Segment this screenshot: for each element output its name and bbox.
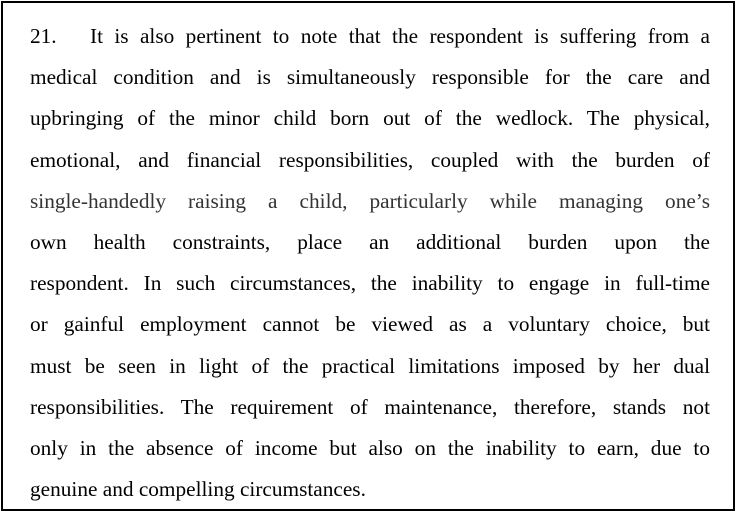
paragraph-line: only in the absence of income but also on the inability to earn, due to bbox=[30, 436, 710, 461]
paragraph-line: single-handedly raising a child, particularly while managing one’s bbox=[30, 188, 710, 213]
document-frame bbox=[1, 1, 735, 511]
paragraph-line: genuine and compelling circumstances. bbox=[30, 477, 366, 502]
paragraph-line-text: It is also pertinent to note that the respondent is suffering from a bbox=[90, 24, 710, 48]
paragraph-number: 21. bbox=[30, 24, 57, 48]
paragraph-21 bbox=[30, 16, 710, 510]
paragraph-line: respondent. In such circumstances, the inability to engage in full-time bbox=[30, 271, 710, 296]
paragraph-line: emotional, and financial responsibilities, coupled with the burden of bbox=[30, 147, 710, 172]
paragraph-line: own health constraints, place an additional burden upon the bbox=[30, 230, 710, 255]
paragraph-line: or gainful employment cannot be viewed as a voluntary choice, but bbox=[30, 312, 710, 337]
paragraph-line bbox=[30, 16, 710, 57]
paragraph-line: responsibilities. The requirement of maintenance, therefore, stands not bbox=[30, 394, 710, 419]
paragraph-line: must be seen in light of the practical limitations imposed by her dual bbox=[30, 353, 710, 378]
paragraph-line: upbringing of the minor child born out of the wedlock. The physical, bbox=[30, 106, 710, 131]
paragraph-line: medical condition and is simultaneously responsible for the care and bbox=[30, 65, 710, 90]
